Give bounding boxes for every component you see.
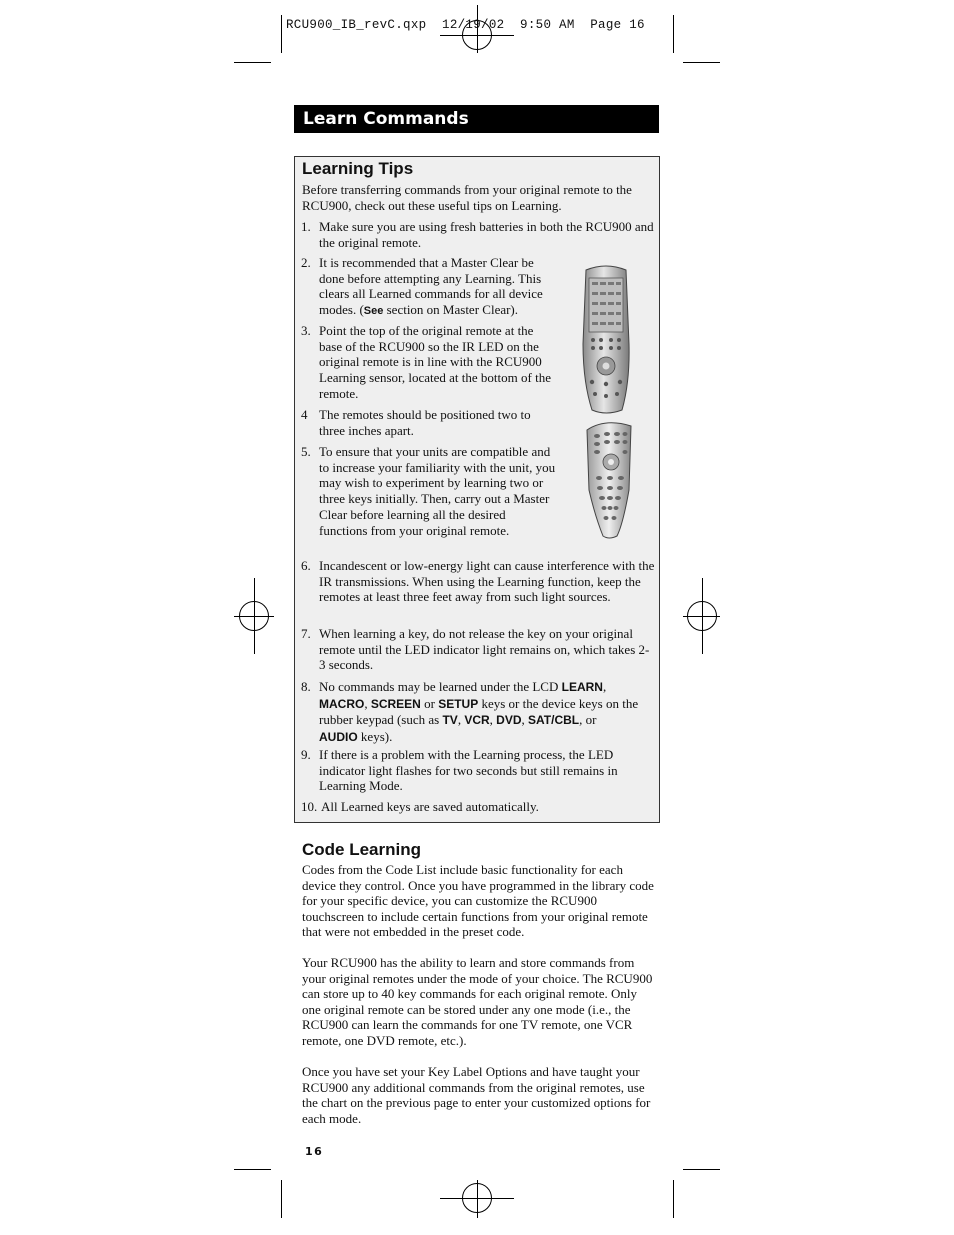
crop-mark	[234, 1169, 271, 1170]
section-title-bar	[294, 105, 659, 133]
page-number: 16	[305, 1145, 324, 1158]
crop-mark	[281, 15, 282, 53]
code-learning-paragraph: Your RCU900 has the ability to learn and store commands from your original remotes under the mode of your choice. The RCU900 can store up to 40 key commands for each original remote. Only one original remote can be stored under any one mode (i.e., the RCU900 can learn the commands for one TV remote, one VCR remote, one DVD remote, etc.).	[302, 955, 653, 1048]
learning-tips-box: Learning Tips Before transferring commands from your original remote to the RCU900, check out these useful tips on Learning. 1. Make sure you are using fresh batteries in both the RCU900 and the original remote. 2. It is recommended that a Master Clear be done before attempting any Learning. This clears all Learned commands for all device modes. (See section on Master Clear). 3. Point the top of the original remote at the base of the RCU900 so the IR LED on the original remote is in line with the RCU900 Learning sensor, located at the bottom of the remote. 4 The remotes should be positioned two to three inches apart. 5. To ensure that your units are compatible and to increase your familiarity with the unit, you may wish to experiment by learning two or three keys initially. Then, carry out a Master Clear before learning all the desired functions from your original remote. 6. Incandescent or low-energy light can cause interference with the IR transmissions. When using the Learning function, keep the remotes at least three feet away from such light sources. 7. When learning a key, do not release the key on your original remote until the LED indicator light remains on, which takes 2-3 seconds. 8. No commands may be learned under the LCD LEARN, MACRO, SCREEN or SETUP keys or the device keys on the rubber keypad (such as TV, VCR, DVD, SAT/CBL, or AUDIO keys). 9. If there is a problem with the Learning process, the LED indicator light flashes for two seconds but still remains in Learning Mode. 10. All Learned keys are saved automatically.	[294, 156, 660, 823]
section-title: Learn Commands	[303, 109, 469, 129]
crop-mark	[683, 1169, 720, 1170]
crop-mark	[683, 62, 720, 63]
code-learning-heading: Code Learning	[302, 840, 422, 859]
crop-mark	[673, 15, 674, 53]
original-remote-image	[583, 420, 635, 540]
code-learning-paragraph: Once you have set your Key Label Options and have taught your RCU900 any additional commands from the original remotes, use the chart on the previous page to enter your customized options for each mode.	[302, 1064, 651, 1126]
print-slug: RCU900_IB_revC.qxp 12/19/02 9:50 AM Page 16	[286, 18, 645, 32]
rcu900-remote-image	[580, 264, 632, 416]
crop-mark	[281, 1180, 282, 1218]
code-learning-paragraph: Codes from the Code List include basic functionality for each device they control. Once you have programmed in the library code for your specific device, you can customize the RCU900 touchscreen to include certain functions from your original remote that were not embedded in the preset code.	[302, 862, 654, 940]
crop-mark	[673, 1180, 674, 1218]
learning-tips-heading: Learning Tips	[302, 159, 414, 178]
learning-tips-intro: Before transferring commands from your original remote to the RCU900, check out these useful tips on Learning.	[302, 182, 632, 213]
crop-mark	[234, 62, 271, 63]
